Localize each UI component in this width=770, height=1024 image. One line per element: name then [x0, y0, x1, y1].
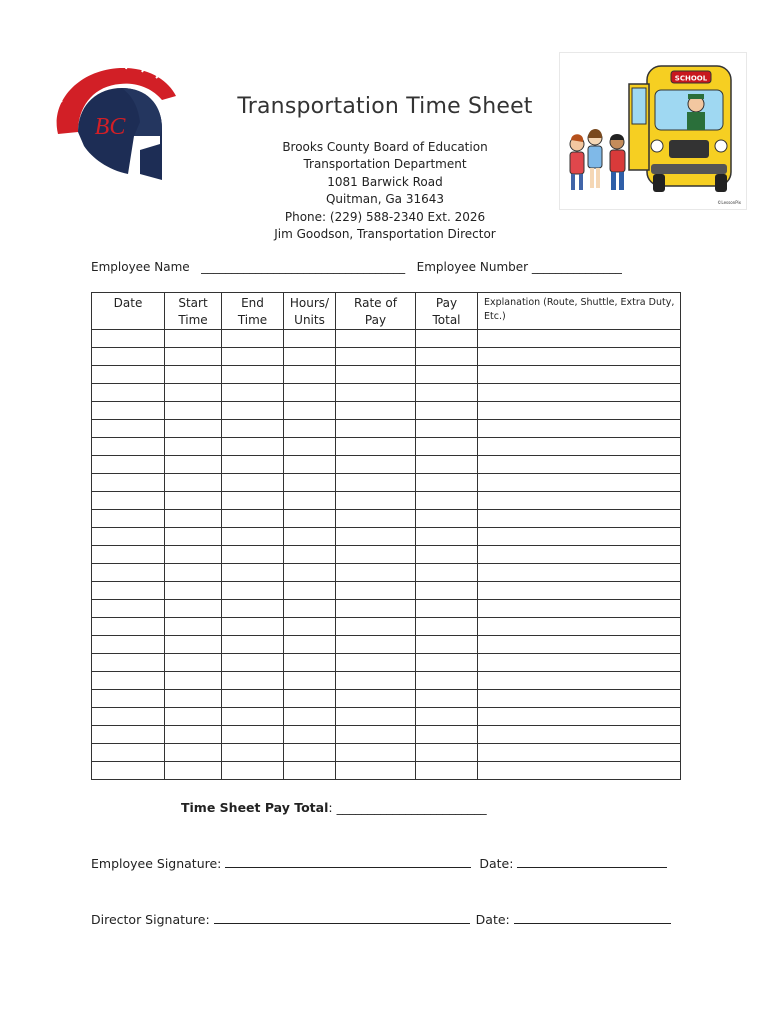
cell-date[interactable] [92, 654, 165, 672]
cell-explanation[interactable] [478, 384, 681, 402]
cell-date[interactable] [92, 366, 165, 384]
cell-start-time[interactable] [165, 672, 222, 690]
cell-end-time[interactable] [222, 762, 284, 780]
cell-pay-total[interactable] [416, 726, 478, 744]
page-title: Transportation Time Sheet [237, 94, 533, 119]
cell-end-time[interactable] [222, 492, 284, 510]
cell-rate-of-pay[interactable] [336, 474, 416, 492]
cell-start-time[interactable] [165, 708, 222, 726]
table-row [92, 474, 681, 492]
cell-end-time[interactable] [222, 420, 284, 438]
cell-rate-of-pay[interactable] [336, 492, 416, 510]
cell-rate-of-pay[interactable] [336, 384, 416, 402]
table-row [92, 546, 681, 564]
cell-date[interactable] [92, 762, 165, 780]
cell-end-time[interactable] [222, 672, 284, 690]
cell-hours-units[interactable] [284, 384, 336, 402]
cell-start-time[interactable] [165, 528, 222, 546]
cell-rate-of-pay[interactable] [336, 690, 416, 708]
column-header-start-time: Start Time [165, 293, 222, 330]
table-row [92, 708, 681, 726]
cell-date[interactable] [92, 348, 165, 366]
table-row [92, 438, 681, 456]
cell-hours-units[interactable] [284, 708, 336, 726]
cell-hours-units[interactable] [284, 564, 336, 582]
cell-explanation[interactable] [478, 438, 681, 456]
column-header-pay-total: Pay Total [416, 293, 478, 330]
cell-start-time[interactable] [165, 348, 222, 366]
table-row [92, 510, 681, 528]
cell-date[interactable] [92, 618, 165, 636]
cell-pay-total[interactable] [416, 474, 478, 492]
cell-explanation[interactable] [478, 348, 681, 366]
cell-date[interactable] [92, 420, 165, 438]
cell-explanation[interactable] [478, 726, 681, 744]
cell-date[interactable] [92, 438, 165, 456]
cell-start-time[interactable] [165, 492, 222, 510]
cell-start-time[interactable] [165, 636, 222, 654]
cell-explanation[interactable] [478, 420, 681, 438]
cell-date[interactable] [92, 384, 165, 402]
cell-end-time[interactable] [222, 330, 284, 348]
cell-rate-of-pay[interactable] [336, 582, 416, 600]
employee-signature-field[interactable] [225, 855, 471, 868]
cell-rate-of-pay[interactable] [336, 618, 416, 636]
cell-pay-total[interactable] [416, 348, 478, 366]
cell-hours-units[interactable] [284, 762, 336, 780]
cell-date[interactable] [92, 546, 165, 564]
cell-end-time[interactable] [222, 744, 284, 762]
director-date-field[interactable] [514, 911, 671, 924]
cell-start-time[interactable] [165, 582, 222, 600]
cell-date[interactable] [92, 330, 165, 348]
cell-pay-total[interactable] [416, 384, 478, 402]
cell-date[interactable] [92, 582, 165, 600]
table-row [92, 348, 681, 366]
bus-credit-text: ©LessonPix [717, 200, 741, 205]
cell-pay-total[interactable] [416, 582, 478, 600]
director-signature-line [91, 911, 671, 927]
cell-pay-total[interactable] [416, 636, 478, 654]
cell-rate-of-pay[interactable] [336, 330, 416, 348]
cell-date[interactable] [92, 474, 165, 492]
table-row [92, 330, 681, 348]
cell-pay-total[interactable] [416, 744, 478, 762]
cell-hours-units[interactable] [284, 654, 336, 672]
column-header-hours-units: Hours/ Units [284, 293, 336, 330]
pay-total-line [181, 800, 487, 815]
cell-start-time[interactable] [165, 510, 222, 528]
cell-rate-of-pay[interactable] [336, 420, 416, 438]
cell-explanation[interactable] [478, 366, 681, 384]
cell-date[interactable] [92, 492, 165, 510]
cell-date[interactable] [92, 690, 165, 708]
cell-hours-units[interactable] [284, 618, 336, 636]
cell-rate-of-pay[interactable] [336, 348, 416, 366]
table-row [92, 726, 681, 744]
cell-hours-units[interactable] [284, 546, 336, 564]
cell-date[interactable] [92, 510, 165, 528]
cell-pay-total[interactable] [416, 402, 478, 420]
cell-end-time[interactable] [222, 564, 284, 582]
cell-pay-total[interactable] [416, 600, 478, 618]
cell-hours-units[interactable] [284, 582, 336, 600]
cell-date[interactable] [92, 726, 165, 744]
cell-rate-of-pay[interactable] [336, 564, 416, 582]
cell-end-time[interactable] [222, 384, 284, 402]
cell-date[interactable] [92, 636, 165, 654]
cell-start-time[interactable] [165, 420, 222, 438]
table-row [92, 456, 681, 474]
cell-hours-units[interactable] [284, 348, 336, 366]
employee-name-label: Employee Name [91, 260, 190, 274]
employee-name-field[interactable]: __________________________________ [201, 260, 406, 274]
cell-end-time[interactable] [222, 708, 284, 726]
cell-hours-units[interactable] [284, 690, 336, 708]
pay-total-field[interactable]: ________________________ [336, 800, 487, 815]
table-row [92, 564, 681, 582]
table-row [92, 384, 681, 402]
cell-start-time[interactable] [165, 600, 222, 618]
cell-pay-total[interactable] [416, 672, 478, 690]
cell-start-time[interactable] [165, 330, 222, 348]
cell-rate-of-pay[interactable] [336, 546, 416, 564]
column-header-explanation: Explanation (Route, Shuttle, Extra Duty, Etc.) [478, 293, 681, 330]
cell-explanation[interactable] [478, 636, 681, 654]
cell-explanation[interactable] [478, 582, 681, 600]
cell-end-time[interactable] [222, 726, 284, 744]
time-log-table [91, 292, 681, 780]
cell-end-time[interactable] [222, 348, 284, 366]
cell-end-time[interactable] [222, 510, 284, 528]
cell-pay-total[interactable] [416, 564, 478, 582]
cell-end-time[interactable] [222, 438, 284, 456]
director-date-label: Date: [475, 912, 510, 927]
director-name: Jim Goodson, Transportation Director [274, 227, 496, 242]
cell-rate-of-pay[interactable] [336, 402, 416, 420]
cell-end-time[interactable] [222, 636, 284, 654]
cell-end-time[interactable] [222, 402, 284, 420]
cell-rate-of-pay[interactable] [336, 654, 416, 672]
table-row [92, 690, 681, 708]
cell-start-time[interactable] [165, 474, 222, 492]
department-name: Transportation Department [303, 157, 467, 172]
cell-rate-of-pay[interactable] [336, 366, 416, 384]
cell-end-time[interactable] [222, 600, 284, 618]
cell-end-time[interactable] [222, 618, 284, 636]
cell-hours-units[interactable] [284, 366, 336, 384]
table-row [92, 672, 681, 690]
employee-number-field[interactable]: _______________ [531, 260, 622, 274]
cell-explanation[interactable] [478, 402, 681, 420]
cell-explanation[interactable] [478, 762, 681, 780]
cell-explanation[interactable] [478, 654, 681, 672]
cell-explanation[interactable] [478, 330, 681, 348]
cell-date[interactable] [92, 672, 165, 690]
column-header-rate-of-pay: Rate of Pay [336, 293, 416, 330]
cell-hours-units[interactable] [284, 528, 336, 546]
cell-hours-units[interactable] [284, 420, 336, 438]
org-name: Brooks County Board of Education [282, 140, 488, 154]
cell-date[interactable] [92, 744, 165, 762]
cell-rate-of-pay[interactable] [336, 726, 416, 744]
cell-start-time[interactable] [165, 438, 222, 456]
cell-explanation[interactable] [478, 672, 681, 690]
cell-pay-total[interactable] [416, 510, 478, 528]
employee-number-label: Employee Number [416, 260, 529, 274]
street-address: 1081 Barwick Road [327, 174, 443, 189]
employee-signature-line [91, 855, 667, 871]
cell-end-time[interactable] [222, 654, 284, 672]
cell-pay-total[interactable] [416, 366, 478, 384]
cell-date[interactable] [92, 402, 165, 420]
cell-end-time[interactable] [222, 582, 284, 600]
cell-date[interactable] [92, 564, 165, 582]
cell-pay-total[interactable] [416, 708, 478, 726]
table-row [92, 762, 681, 780]
cell-pay-total[interactable] [416, 492, 478, 510]
cell-explanation[interactable] [478, 492, 681, 510]
cell-explanation[interactable] [478, 708, 681, 726]
cell-start-time[interactable] [165, 456, 222, 474]
employee-info-line [91, 260, 622, 274]
logo-text: BC [94, 114, 126, 140]
cell-pay-total[interactable] [416, 762, 478, 780]
cell-pay-total[interactable] [416, 546, 478, 564]
cell-end-time[interactable] [222, 366, 284, 384]
cell-hours-units[interactable] [284, 600, 336, 618]
cell-date[interactable] [92, 600, 165, 618]
cell-rate-of-pay[interactable] [336, 510, 416, 528]
cell-pay-total[interactable] [416, 618, 478, 636]
cell-start-time[interactable] [165, 618, 222, 636]
cell-hours-units[interactable] [284, 672, 336, 690]
cell-pay-total[interactable] [416, 438, 478, 456]
cell-start-time[interactable] [165, 564, 222, 582]
cell-rate-of-pay[interactable] [336, 744, 416, 762]
cell-pay-total[interactable] [416, 654, 478, 672]
phone-number: Phone: (229) 588-2340 Ext. 2026 [284, 209, 486, 224]
bus-sign-text: SCHOOL [674, 74, 708, 83]
cell-end-time[interactable] [222, 456, 284, 474]
cell-rate-of-pay[interactable] [336, 636, 416, 654]
cell-hours-units[interactable] [284, 330, 336, 348]
cell-date[interactable] [92, 708, 165, 726]
table-row [92, 366, 681, 384]
cell-start-time[interactable] [165, 654, 222, 672]
cell-start-time[interactable] [165, 402, 222, 420]
cell-explanation[interactable] [478, 510, 681, 528]
cell-end-time[interactable] [222, 528, 284, 546]
cell-hours-units[interactable] [284, 402, 336, 420]
cell-start-time[interactable] [165, 744, 222, 762]
cell-start-time[interactable] [165, 762, 222, 780]
cell-pay-total[interactable] [416, 456, 478, 474]
address-block [230, 139, 540, 243]
cell-rate-of-pay[interactable] [336, 762, 416, 780]
employee-date-label: Date: [479, 856, 514, 871]
cell-rate-of-pay[interactable] [336, 456, 416, 474]
cell-rate-of-pay[interactable] [336, 708, 416, 726]
cell-end-time[interactable] [222, 474, 284, 492]
cell-hours-units[interactable] [284, 474, 336, 492]
cell-rate-of-pay[interactable] [336, 672, 416, 690]
cell-hours-units[interactable] [284, 744, 336, 762]
cell-pay-total[interactable] [416, 420, 478, 438]
table-row [92, 618, 681, 636]
spartan-helmet-logo-icon [48, 62, 178, 182]
cell-rate-of-pay[interactable] [336, 528, 416, 546]
pay-total-label: Time Sheet Pay Total [181, 800, 329, 815]
cell-start-time[interactable] [165, 384, 222, 402]
cell-start-time[interactable] [165, 726, 222, 744]
cell-hours-units[interactable] [284, 438, 336, 456]
director-signature-field[interactable] [214, 911, 470, 924]
cell-start-time[interactable] [165, 690, 222, 708]
employee-date-field[interactable] [517, 855, 667, 868]
cell-explanation[interactable] [478, 528, 681, 546]
cell-date[interactable] [92, 456, 165, 474]
table-row [92, 582, 681, 600]
cell-end-time[interactable] [222, 690, 284, 708]
cell-end-time[interactable] [222, 546, 284, 564]
cell-explanation[interactable] [478, 690, 681, 708]
cell-rate-of-pay[interactable] [336, 600, 416, 618]
cell-hours-units[interactable] [284, 510, 336, 528]
cell-explanation[interactable] [478, 564, 681, 582]
cell-explanation[interactable] [478, 474, 681, 492]
school-bus-children-illustration-icon [559, 52, 747, 210]
table-row [92, 528, 681, 546]
table-row [92, 636, 681, 654]
table-row [92, 600, 681, 618]
cell-hours-units[interactable] [284, 456, 336, 474]
cell-explanation[interactable] [478, 456, 681, 474]
cell-pay-total[interactable] [416, 690, 478, 708]
employee-signature-label: Employee Signature: [91, 856, 222, 871]
column-header-date: Date [92, 293, 165, 330]
cell-hours-units[interactable] [284, 492, 336, 510]
cell-start-time[interactable] [165, 546, 222, 564]
cell-start-time[interactable] [165, 366, 222, 384]
cell-explanation[interactable] [478, 618, 681, 636]
pay-total-colon: : [328, 800, 333, 815]
column-header-end-time: End Time [222, 293, 284, 330]
table-header-row [92, 293, 681, 330]
table-row [92, 744, 681, 762]
table-row [92, 654, 681, 672]
table-row [92, 402, 681, 420]
director-signature-label: Director Signature: [91, 912, 210, 927]
cell-pay-total[interactable] [416, 330, 478, 348]
cell-pay-total[interactable] [416, 528, 478, 546]
cell-explanation[interactable] [478, 546, 681, 564]
cell-date[interactable] [92, 528, 165, 546]
cell-rate-of-pay[interactable] [336, 438, 416, 456]
cell-explanation[interactable] [478, 744, 681, 762]
table-row [92, 420, 681, 438]
cell-explanation[interactable] [478, 600, 681, 618]
table-row [92, 492, 681, 510]
cell-hours-units[interactable] [284, 726, 336, 744]
city-state-zip: Quitman, Ga 31643 [325, 192, 444, 207]
cell-hours-units[interactable] [284, 636, 336, 654]
